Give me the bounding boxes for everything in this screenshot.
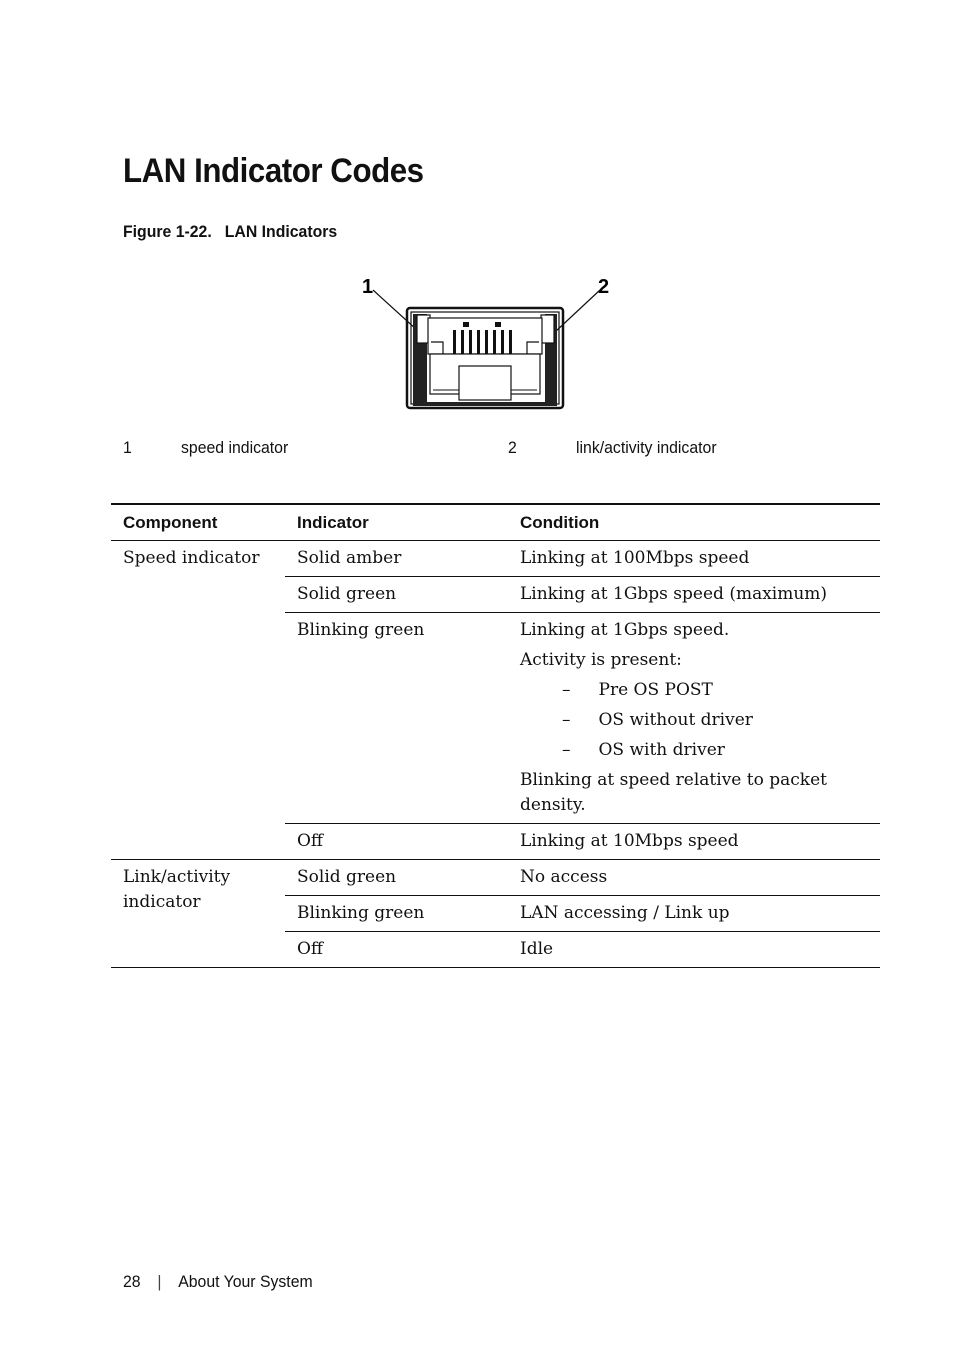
indicator-cell: Blinking green <box>285 896 508 932</box>
callout-1-label: speed indicator <box>181 438 289 457</box>
condition-cell <box>508 613 880 824</box>
condition-cell: Linking at 1Gbps speed (maximum) <box>508 577 880 613</box>
table-header-row <box>111 504 880 541</box>
list-item <box>520 708 868 733</box>
list-item <box>520 738 868 763</box>
lan-port-figure <box>355 268 620 416</box>
callout-1-number: 1 <box>362 276 374 298</box>
indicator-cell: Solid amber <box>285 541 508 577</box>
indicator-cell: Off <box>285 932 508 968</box>
rj45-jack <box>407 308 563 408</box>
figure-number: Figure 1-22. <box>123 222 212 241</box>
condition-cell: No access <box>508 860 880 896</box>
condition-cell: LAN accessing / Link up <box>508 896 880 932</box>
component-link-activity: Link/activity indicator <box>111 860 285 968</box>
indicator-cell: Solid green <box>285 577 508 613</box>
page-footer <box>123 1272 313 1292</box>
lan-indicator-table <box>111 503 880 968</box>
page-number: 28 <box>123 1272 141 1291</box>
dash-marker: – <box>562 680 571 700</box>
lan-port-diagram <box>355 268 620 416</box>
header-condition: Condition <box>508 504 880 541</box>
bullet-text: OS without driver <box>598 710 753 730</box>
callout-2-label: link/activity indicator <box>576 438 717 457</box>
callout-2 <box>508 438 517 458</box>
table-row <box>111 541 880 577</box>
condition-cell: Linking at 100Mbps speed <box>508 541 880 577</box>
list-item <box>520 678 868 703</box>
callout-1-leader <box>373 290 417 330</box>
condition-line: Activity is present: <box>520 650 682 670</box>
dash-marker: – <box>562 710 571 730</box>
bullet-text: Pre OS POST <box>598 680 713 700</box>
figure-caption <box>123 222 337 242</box>
callout-2-text <box>576 438 717 458</box>
table-row <box>111 860 880 896</box>
callout-1 <box>123 438 132 458</box>
bullet-text: OS with driver <box>598 740 725 760</box>
figure-name: LAN Indicators <box>224 222 338 241</box>
condition-cell: Idle <box>508 932 880 968</box>
footer-separator: | <box>157 1272 162 1291</box>
indicator-cell: Blinking green <box>285 613 508 824</box>
callout-2-num: 2 <box>508 438 517 457</box>
condition-cell: Linking at 10Mbps speed <box>508 824 880 860</box>
indicator-cell: Off <box>285 824 508 860</box>
page-title: LAN Indicator Codes <box>123 152 424 190</box>
callout-2-number: 2 <box>598 276 610 298</box>
callout-1-num: 1 <box>123 438 132 457</box>
section-name: About Your System <box>178 1272 313 1291</box>
component-speed: Speed indicator <box>111 541 285 860</box>
dash-marker: – <box>562 740 571 760</box>
condition-line: Blinking at speed relative to packet density. <box>520 770 827 815</box>
header-indicator: Indicator <box>285 504 508 541</box>
condition-line: Linking at 1Gbps speed. <box>520 620 730 640</box>
header-component: Component <box>111 504 285 541</box>
indicator-cell: Solid green <box>285 860 508 896</box>
callout-1-text <box>181 438 288 458</box>
